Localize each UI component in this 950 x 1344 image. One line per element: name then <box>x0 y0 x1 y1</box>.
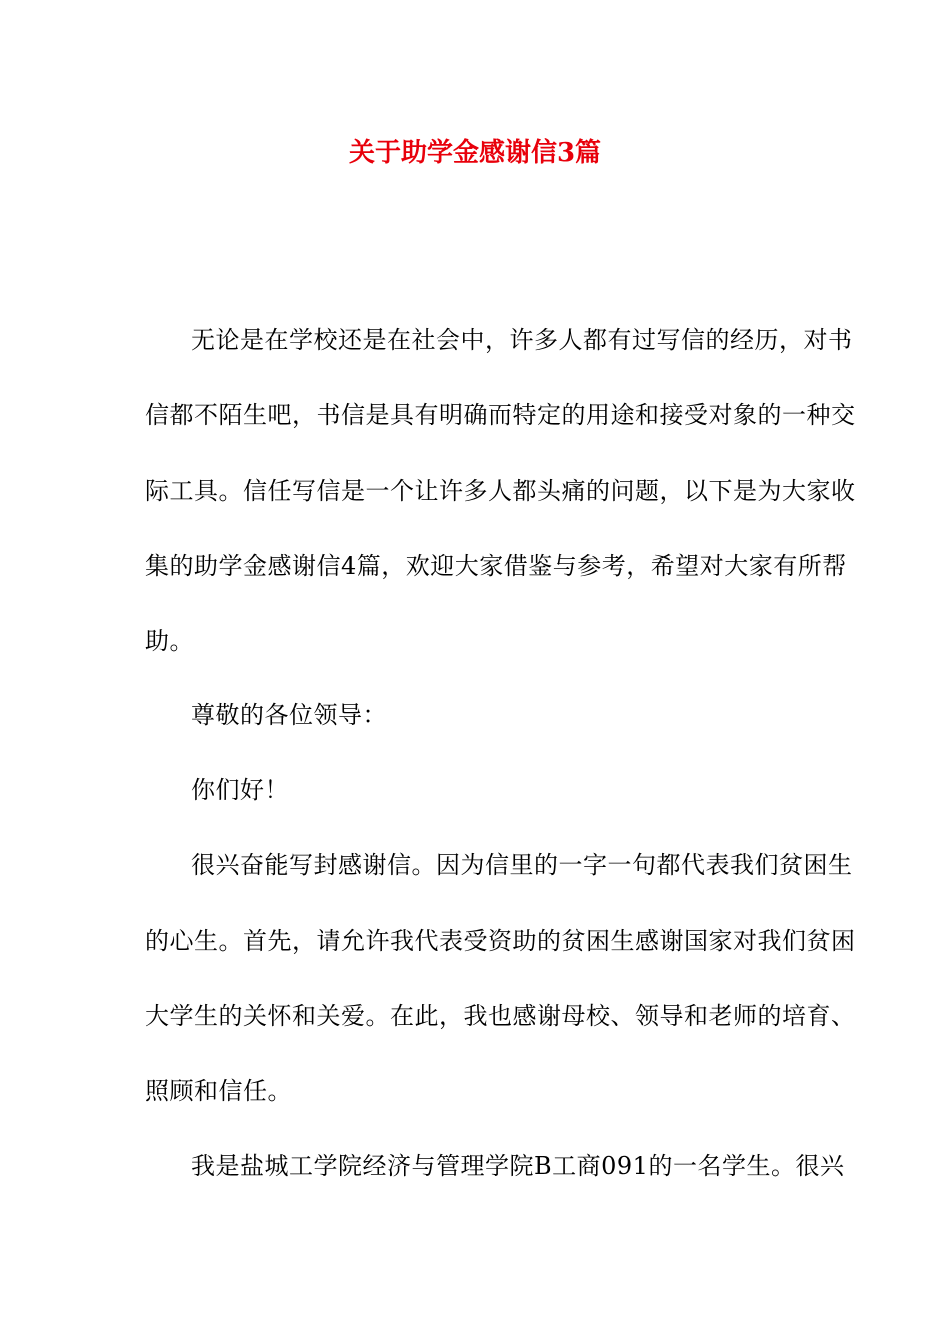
paragraph-line: 照顾和信任。 <box>145 1077 292 1105</box>
paragraph-line: 很兴奋能写封感谢信。因为信里的一字一句都代表我们贫困生 <box>191 851 853 879</box>
paragraph-line: 信都不陌生吧，书信是具有明确而特定的用途和接受对象的一种交 <box>145 401 856 429</box>
salutation: 尊敬的各位领导： <box>191 701 387 729</box>
paragraph-line: 无论是在学校还是在社会中，许多人都有过写信的经历，对书 <box>191 326 853 354</box>
paragraph-line: 的心生。首先，请允许我代表受资助的贫困生感谢国家对我们贫困 <box>145 927 856 955</box>
paragraph-line: 大学生的关怀和关爱。在此，我也感谢母校、领导和老师的培育、 <box>145 1002 856 1030</box>
document-title: 关于助学金感谢信3篇 <box>348 138 602 168</box>
paragraph-line: 助。 <box>145 627 194 655</box>
greeting: 你们好！ <box>191 776 289 804</box>
paragraph-line: 我是盐城工学院经济与管理学院B工商091的一名学生。很兴 <box>191 1152 845 1180</box>
paragraph-line: 际工具。信任写信是一个让许多人都头痛的问题，以下是为大家收 <box>145 477 856 505</box>
paragraph-line: 集的助学金感谢信4篇，欢迎大家借鉴与参考，希望对大家有所帮 <box>145 552 847 580</box>
